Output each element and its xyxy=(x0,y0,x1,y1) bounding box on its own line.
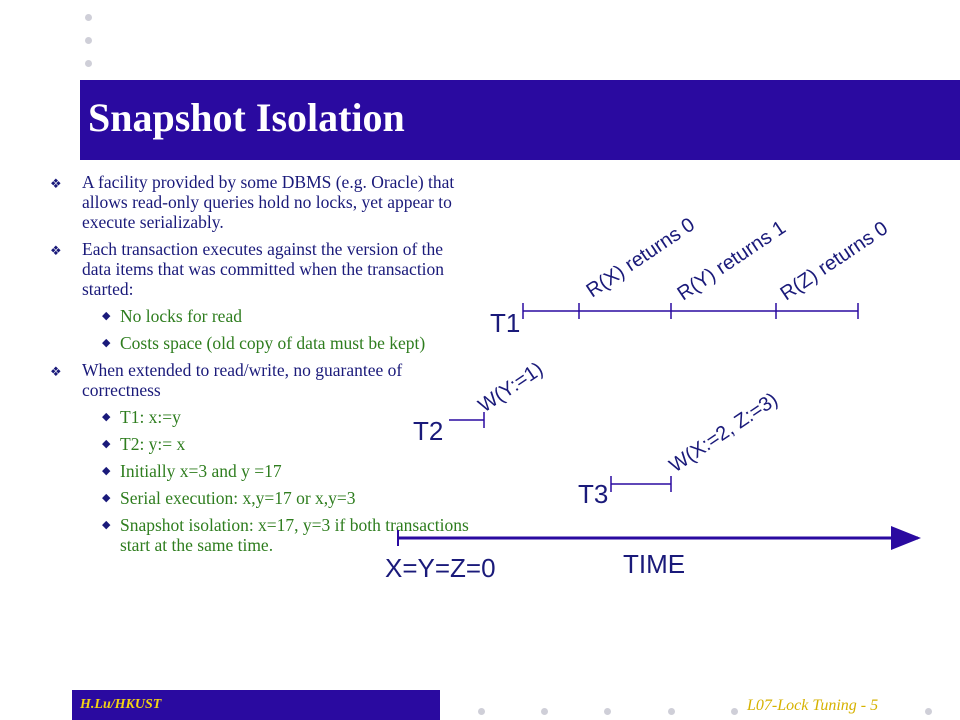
bullet-text: Each transaction executes against the version of the data items that was committed when the transaction started: xyxy=(82,239,445,299)
diamond-bullet-icon: ❖ xyxy=(50,176,62,191)
small-diamond-icon: ◆ xyxy=(102,310,111,322)
sub-bullet-text: T1: x:=y xyxy=(120,407,181,427)
diamond-bullet-icon: ❖ xyxy=(50,364,62,379)
sub-bullet-text: Snapshot isolation: x=17, y=3 if both transactions start at the same time. xyxy=(120,515,469,555)
time-label: TIME xyxy=(623,549,686,579)
t1-op-read-x: R(X) returns 0 xyxy=(582,213,699,303)
sub-bullet-text: Initially x=3 and y =17 xyxy=(120,461,282,481)
sub-bullet-text: Costs space (old copy of data must be kept) xyxy=(120,333,426,353)
small-diamond-icon: ◆ xyxy=(102,492,111,504)
diamond-bullet-icon: ❖ xyxy=(50,243,62,258)
t3-label: T3 xyxy=(578,479,609,509)
t2-label: T2 xyxy=(413,416,444,446)
sub-bullet-text: No locks for read xyxy=(120,306,242,326)
t3-op-write-xz: W(X:=2, Z:=3) xyxy=(665,388,782,478)
footer-page-label: L07-Lock Tuning - 5 xyxy=(747,697,879,714)
small-diamond-icon: ◆ xyxy=(102,438,111,450)
small-diamond-icon: ◆ xyxy=(102,519,111,531)
small-diamond-icon: ◆ xyxy=(102,465,111,477)
bullet-text: A facility provided by some DBMS (e.g. Oracle) that allows read-only queries hold no locks, yet appear to execute serializably. xyxy=(82,172,455,232)
t2-op-write-y: W(Y:=1) xyxy=(474,358,548,418)
sub-bullet-text: Serial execution: x,y=17 or x,y=3 xyxy=(120,488,356,508)
small-diamond-icon: ◆ xyxy=(102,411,111,423)
small-diamond-icon: ◆ xyxy=(102,337,111,349)
initial-state-label: X=Y=Z=0 xyxy=(385,553,496,583)
t1-op-read-z: R(Z) returns 0 xyxy=(776,217,892,306)
footer-author: H.Lu/HKUST xyxy=(80,697,162,712)
bullet-text: When extended to read/write, no guarantee of correctness xyxy=(82,360,403,400)
t1-label: T1 xyxy=(490,308,521,338)
slide-title: Snapshot Isolation xyxy=(88,95,405,140)
t1-op-read-y: R(Y) returns 1 xyxy=(673,216,790,306)
sub-bullet-text: T2: y:= x xyxy=(120,434,186,454)
